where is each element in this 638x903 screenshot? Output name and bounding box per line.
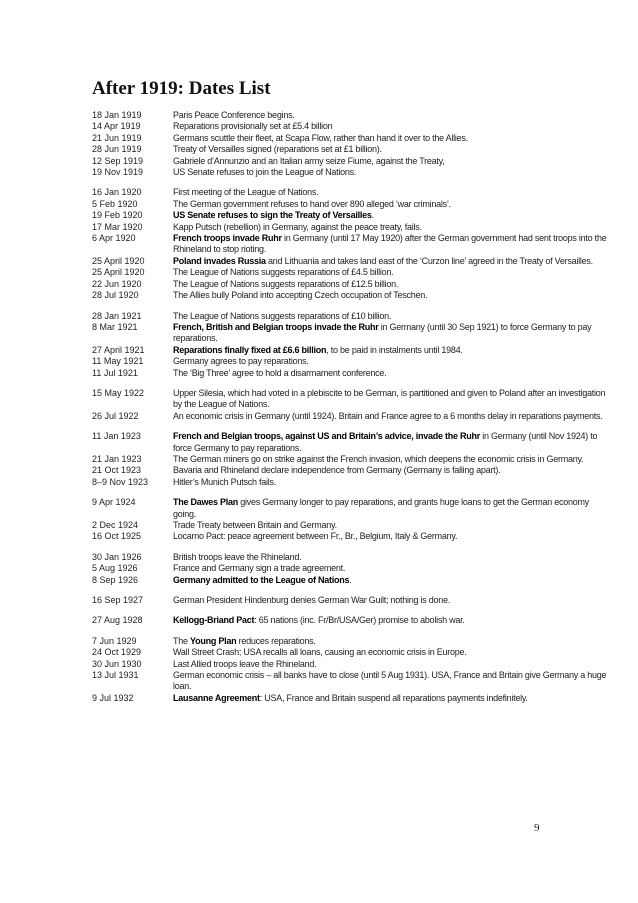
entry-text (173, 693, 612, 704)
entry-text (173, 615, 612, 626)
date-group (92, 636, 612, 704)
entry-text-bold: French, British and Belgian troops invade the Ruhr (173, 321, 379, 332)
entry-text-run: , to be paid in instalments until 1984. (326, 344, 463, 355)
entry-date: 25 April 1920 (92, 267, 145, 278)
entry-date: 16 Jan 1920 (92, 187, 142, 198)
entry-text-run: The League of Nations suggests reparations of £10 billion. (173, 310, 392, 321)
date-entry (92, 222, 612, 233)
date-entry (92, 144, 612, 155)
date-entry (92, 497, 612, 520)
entry-text-run: . (371, 210, 374, 221)
entry-date: 27 April 1921 (92, 344, 145, 355)
entry-text-run: The League of Nations suggests reparations of £12.5 billion. (173, 278, 399, 289)
entry-date: 14 Apr 1919 (92, 121, 141, 132)
date-entry (92, 256, 612, 267)
date-entry (92, 267, 612, 278)
entry-date: 7 Jun 1929 (92, 635, 137, 646)
entry-text-run: Last Allied troops leave the Rhineland. (173, 658, 317, 669)
entry-text-bold: The Dawes Plan (173, 497, 239, 508)
entry-date: 28 Jan 1921 (92, 310, 142, 321)
entry-text-run: Germans scuttle their fleet, at Scapa Flow, rather than hand it over to the Allies. (173, 132, 468, 143)
date-entry (92, 411, 612, 422)
entry-text (173, 267, 612, 278)
date-entry (92, 431, 612, 454)
entry-text-bold: US Senate refuses to sign the Treaty of Versailles (173, 210, 372, 221)
entry-text (173, 477, 612, 488)
date-entry (92, 356, 612, 367)
entry-date: 19 Feb 1920 (92, 210, 143, 221)
date-group (92, 187, 612, 301)
entry-text (173, 531, 612, 542)
entry-date: 16 Oct 1925 (92, 531, 142, 542)
entry-text-run: reduces reparations. (236, 635, 316, 646)
entry-date: 11 May 1921 (92, 356, 144, 367)
entry-text (173, 636, 612, 647)
entry-text-run: Germany agrees to pay reparations. (173, 356, 309, 367)
entry-text (173, 345, 612, 356)
date-entry (92, 388, 612, 411)
date-entry (92, 110, 612, 121)
entry-text (173, 497, 612, 520)
entry-date: 27 Aug 1928 (92, 615, 143, 626)
entry-text-run: Treaty of Versailles signed (reparations set at £1 billion). (173, 144, 382, 155)
entry-date: 9 Jul 1932 (92, 692, 134, 703)
entry-text-run: The (173, 635, 191, 646)
entry-text (173, 647, 612, 658)
entry-text-bold: Reparations finally fixed at £6.6 billion (173, 344, 327, 355)
entry-text (173, 388, 612, 411)
entry-text-bold: Poland invades Russia (173, 255, 266, 266)
date-group (92, 311, 612, 379)
dates-list (92, 110, 612, 713)
entry-date: 6 Apr 1920 (92, 233, 136, 244)
date-entry (92, 290, 612, 301)
entry-date: 12 Sep 1919 (92, 155, 144, 166)
entry-text-run: Bavaria and Rhineland declare independence from Germany (Germany is falling apart). (173, 465, 501, 476)
entry-text-run: German economic crisis – all banks have to close (until 5 Aug 1931). USA, France and Britain give Germany a huge loan. (173, 670, 607, 692)
page-number: 9 (534, 822, 540, 834)
entry-date: 18 Jan 1919 (92, 110, 142, 120)
entry-text (173, 552, 612, 563)
entry-text-run: The German miners go on strike against the French invasion, which deepens the economic crisis in Germany. (173, 453, 584, 464)
entry-date: 21 Oct 1923 (92, 465, 142, 476)
entry-text (173, 670, 612, 693)
entry-date: 2 Dec 1924 (92, 520, 139, 530)
entry-text (173, 520, 612, 531)
entry-date: 24 Oct 1929 (92, 647, 142, 658)
date-group (92, 388, 612, 422)
entry-text-run: in Germany (until Nov 1924) to force Germany to pay reparations. (173, 431, 598, 453)
entry-text-run: British troops leave the Rhineland. (173, 551, 302, 562)
entry-date: 21 Jun 1919 (92, 132, 142, 143)
entry-text-bold: French and Belgian troops, against US and Britain’s advice, invade the Ruhr (173, 431, 480, 442)
entry-date: 28 Jun 1919 (92, 144, 142, 155)
entry-text-run: US Senate refuses to join the League of Nations. (173, 167, 357, 178)
date-entry (92, 670, 612, 693)
date-entry (92, 322, 612, 345)
date-entry (92, 531, 612, 542)
entry-text (173, 454, 612, 465)
entry-text-run: . (349, 574, 352, 585)
entry-date: 19 Nov 1919 (92, 167, 144, 178)
entry-date: 8 Sep 1926 (92, 574, 139, 585)
date-group (92, 110, 612, 178)
date-group (92, 552, 612, 586)
entry-text-run: Upper Silesia, which had voted in a plebiscite to be German, is partitioned and given to Poland after an investigation by the League of Nations. (173, 387, 606, 410)
entry-text (173, 156, 612, 167)
entry-date: 11 Jan 1923 (92, 431, 141, 442)
entry-text (173, 222, 612, 233)
date-entry (92, 659, 612, 670)
entry-text-run: The Allies bully Poland into accepting Czech occupation of Teschen. (173, 290, 428, 301)
date-entry (92, 345, 612, 356)
date-entry (92, 693, 612, 704)
entry-text-run: Wall Street Crash; USA recalls all loans, causing an economic crisis in Europe. (173, 647, 467, 658)
entry-date: 13 Jul 1931 (92, 670, 139, 681)
entry-text-run: Gabriele d’Annunzio and an Italian army seize Fiume, against the Treaty, (173, 155, 445, 166)
entry-text (173, 290, 612, 301)
entry-text (173, 279, 612, 290)
date-entry (92, 121, 612, 132)
entry-text (173, 659, 612, 670)
entry-text (173, 356, 612, 367)
entry-text (173, 575, 612, 586)
entry-date: 26 Jul 1922 (92, 410, 139, 421)
date-group (92, 497, 612, 543)
entry-date: 21 Jan 1923 (92, 453, 142, 464)
date-entry (92, 210, 612, 221)
entry-text-bold: Germany admitted to the League of Nations (173, 574, 350, 585)
entry-text (173, 368, 612, 379)
entry-date: 9 Apr 1924 (92, 497, 136, 508)
date-entry (92, 279, 612, 290)
entry-text (173, 210, 612, 221)
entry-date: 22 Jun 1920 (92, 278, 142, 289)
date-entry (92, 454, 612, 465)
entry-text-run: Trade Treaty between Britain and Germany. (173, 520, 337, 530)
entry-date: 8–9 Nov 1923 (92, 476, 149, 487)
entry-text (173, 233, 612, 256)
entry-date: 5 Aug 1926 (92, 563, 138, 574)
date-entry (92, 636, 612, 647)
entry-text (173, 465, 612, 476)
entry-text-run: gives Germany longer to pay reparations, and grants huge loans to get the German economy going. (173, 497, 589, 519)
entry-text (173, 167, 612, 178)
entry-text (173, 311, 612, 322)
entry-text-run: German President Hindenburg denies German War Guilt; nothing is done. (173, 595, 451, 606)
entry-text-run: The League of Nations suggests reparations of £4.5 billion. (173, 267, 394, 278)
entry-text-run: An economic crisis in Germany (until 1924). Britain and France agree to a 6 months delay in reparations payments. (173, 410, 603, 421)
date-entry (92, 647, 612, 658)
entry-text (173, 322, 612, 345)
entry-text-run: France and Germany sign a trade agreement. (173, 563, 346, 574)
entry-date: 15 May 1922 (92, 387, 145, 398)
date-entry (92, 133, 612, 144)
entry-date: 25 April 1920 (92, 255, 145, 266)
entry-text-bold: Lausanne Agreement (173, 692, 260, 703)
date-entry (92, 615, 612, 626)
date-entry (92, 199, 612, 210)
entry-text-bold: Kellogg-Briand Pact (173, 615, 255, 626)
date-entry (92, 233, 612, 256)
entry-text (173, 563, 612, 574)
entry-text (173, 110, 612, 121)
entry-date: 11 Jul 1921 (92, 367, 138, 378)
date-entry (92, 552, 612, 563)
entry-text-run: Locarno Pact: peace agreement between Fr., Br., Belgium, Italy & Germany. (173, 531, 458, 542)
entry-text (173, 256, 612, 267)
entry-text-run: First meeting of the League of Nations. (173, 187, 319, 198)
date-entry (92, 575, 612, 586)
date-entry (92, 595, 612, 606)
date-group (92, 595, 612, 606)
entry-text-run: in Germany (until 30 Sep 1921) to force Germany to pay reparations. (173, 321, 592, 344)
date-group (92, 431, 612, 488)
entry-text-run: The ‘Big Three’ agree to hold a disarmament conference. (173, 367, 387, 378)
date-entry (92, 311, 612, 322)
entry-text (173, 431, 612, 454)
entry-date: 30 Jun 1930 (92, 658, 142, 669)
entry-text-run: The German government refuses to hand over 890 alleged ‘war criminals’. (173, 198, 451, 209)
date-entry (92, 156, 612, 167)
entry-text (173, 411, 612, 422)
date-entry (92, 465, 612, 476)
page-title: After 1919: Dates List (92, 78, 271, 99)
entry-text-bold: Young Plan (190, 635, 237, 646)
date-group (92, 615, 612, 626)
entry-text (173, 199, 612, 210)
entry-date: 8 Mar 1921 (92, 321, 138, 332)
entry-date: 28 Jul 1920 (92, 290, 139, 301)
date-entry (92, 167, 612, 178)
entry-date: 30 Jan 1926 (92, 551, 142, 562)
date-entry (92, 563, 612, 574)
entry-text-run: Hitler’s Munich Putsch fails. (173, 476, 276, 487)
entry-text (173, 595, 612, 606)
date-entry (92, 520, 612, 531)
entry-text-run: and Lithuania and takes land east of the ‘Curzon line’ agreed in the Treaty of Versailles. (265, 255, 593, 266)
entry-text (173, 187, 612, 198)
entry-text-run: Reparations provisionally set at £5.4 billion (173, 121, 333, 132)
entry-text-run: in Germany (until 17 May 1920) after the German government had sent troops into the Rhineland to stop rioting. (173, 233, 607, 255)
entry-date: 16 Sep 1927 (92, 595, 144, 606)
entry-text (173, 121, 612, 132)
entry-text (173, 133, 612, 144)
entry-text (173, 144, 612, 155)
entry-text-bold: French troops invade Ruhr (173, 233, 282, 244)
entry-text-run: Kapp Putsch (rebellion) in Germany, against the peace treaty, fails. (173, 221, 422, 232)
entry-text-run: : USA, France and Britain suspend all reparations payments indefinitely. (259, 692, 528, 703)
entry-date: 5 Feb 1920 (92, 198, 138, 209)
date-entry (92, 187, 612, 198)
entry-text-run: Paris Peace Conference begins. (173, 110, 295, 120)
date-entry (92, 477, 612, 488)
date-entry (92, 368, 612, 379)
entry-text-run: : 65 nations (inc. Fr/Br/USA/Ger) promise to abolish war. (254, 615, 465, 626)
entry-date: 17 Mar 1920 (92, 221, 143, 232)
